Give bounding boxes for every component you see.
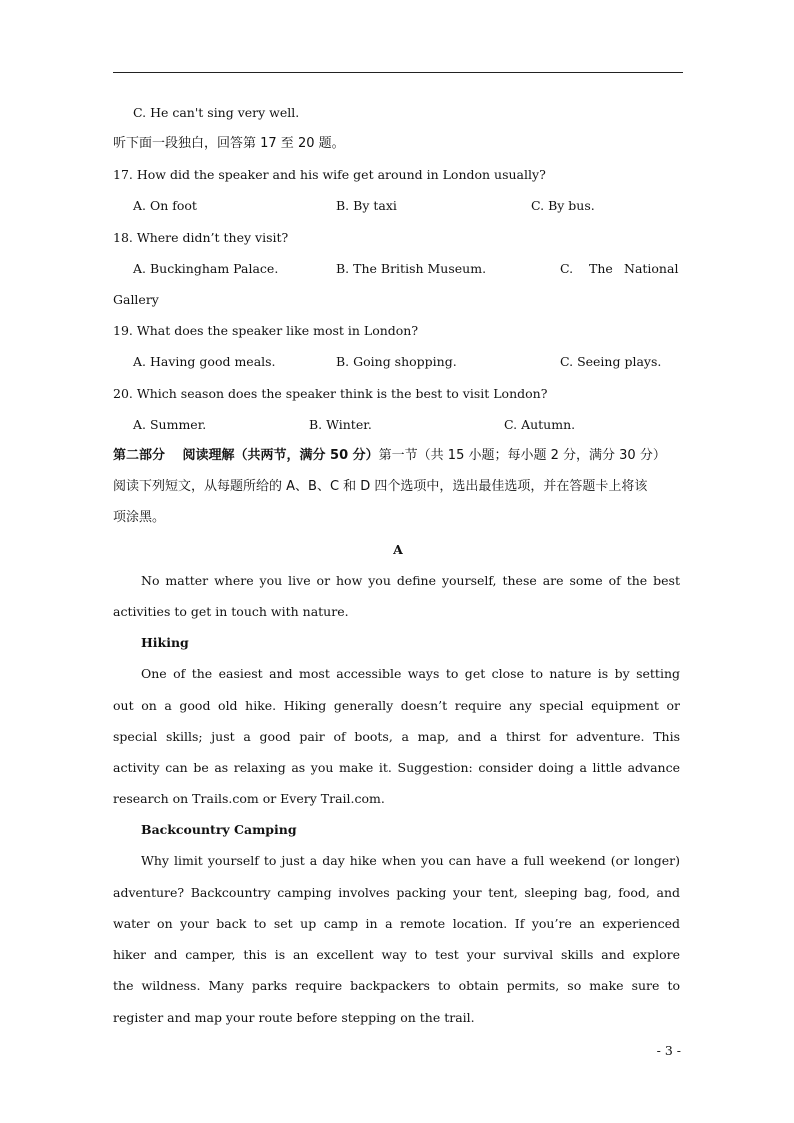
q17-option-b: B. By taxi [336,198,397,213]
q19-option-c: C. Seeing plays. [560,354,662,369]
q19-option-b: B. Going shopping. [336,354,457,369]
q17-stem: 17. How did the speaker and his wife get around in London usually? [113,167,546,182]
q18-option-c-letter: C. [560,261,574,276]
header-rule [113,72,683,73]
hiking-line2: out on a good old hike. Hiking generally doesn’t require any special equipment or [113,698,680,713]
passage-intro-line1: No matter where you live or how you define yourself, these are some of the best [141,573,680,588]
q18-option-c-word2: National [624,261,679,276]
passage-label: A [393,542,403,557]
camping-line4: hiker and camper, this is an excellent way to test your survival skills and explore [113,947,680,962]
hiking-heading: Hiking [141,635,189,650]
q20-stem: 20. Which season does the speaker think is the best to visit London? [113,386,548,401]
page-number: - 3 - [656,1043,681,1058]
q18-option-c-word1: The [589,261,613,276]
hiking-line4: activity can be as relaxing as you make it. Suggestion: consider doing a little advance [113,760,680,775]
camping-line6: register and map your route before stepping on the trail. [113,1010,475,1025]
q20-option-c: C. Autumn. [504,417,576,432]
camping-heading: Backcountry Camping [141,822,297,837]
hiking-line3: special skills; just a good pair of boots, a map, and a thirst for adventure. This [113,729,680,744]
q19-option-a: A. Having good meals. [133,354,276,369]
part2-instruction-line1: 阅读下列短文，从每题所给的 A、B、C 和 D 四个选项中，选出最佳选项，并在答题卡上将该 [113,479,648,494]
hiking-line5: research on Trails.com or Every Trail.com. [113,791,385,806]
q16-option-c: C. He can't sing very well. [133,105,300,120]
camping-line2: adventure? Backcountry camping involves packing your tent, sleeping bag, food, and [113,885,680,900]
q17-option-a: A. On foot [133,198,197,213]
q18-stem: 18. Where didn’t they visit? [113,230,289,245]
q18-option-b: B. The British Museum. [336,261,487,276]
part2-title: 第二部分 阅读理解（共两节，满分 50 分） [113,448,379,463]
hiking-line1: One of the easiest and most accessible ways to get close to nature is by setting [141,666,680,681]
monologue-instruction: 听下面一段独白，回答第 17 至 20 题。 [113,136,345,151]
camping-line5: the wildness. Many parks require backpackers to obtain permits, so make sure to [113,978,680,993]
q20-option-a: A. Summer. [133,417,207,432]
part2-heading [113,448,666,464]
part2-section-info: 第一节（共 15 小题；每小题 2 分，满分 30 分） [378,448,666,463]
part2-instruction-line2: 项涂黑。 [113,510,166,525]
q18-option-a: A. Buckingham Palace. [133,261,279,276]
q20-option-b: B. Winter. [309,417,372,432]
q18-option-c-continued: Gallery [113,292,159,307]
camping-line3: water on your back to set up camp in a remote location. If you’re an experienced [113,916,680,931]
camping-line1: Why limit yourself to just a day hike when you can have a full weekend (or longer) [141,853,680,868]
q19-stem: 19. What does the speaker like most in London? [113,323,419,338]
q17-option-c: C. By bus. [531,198,595,213]
passage-intro-line2: activities to get in touch with nature. [113,604,349,619]
